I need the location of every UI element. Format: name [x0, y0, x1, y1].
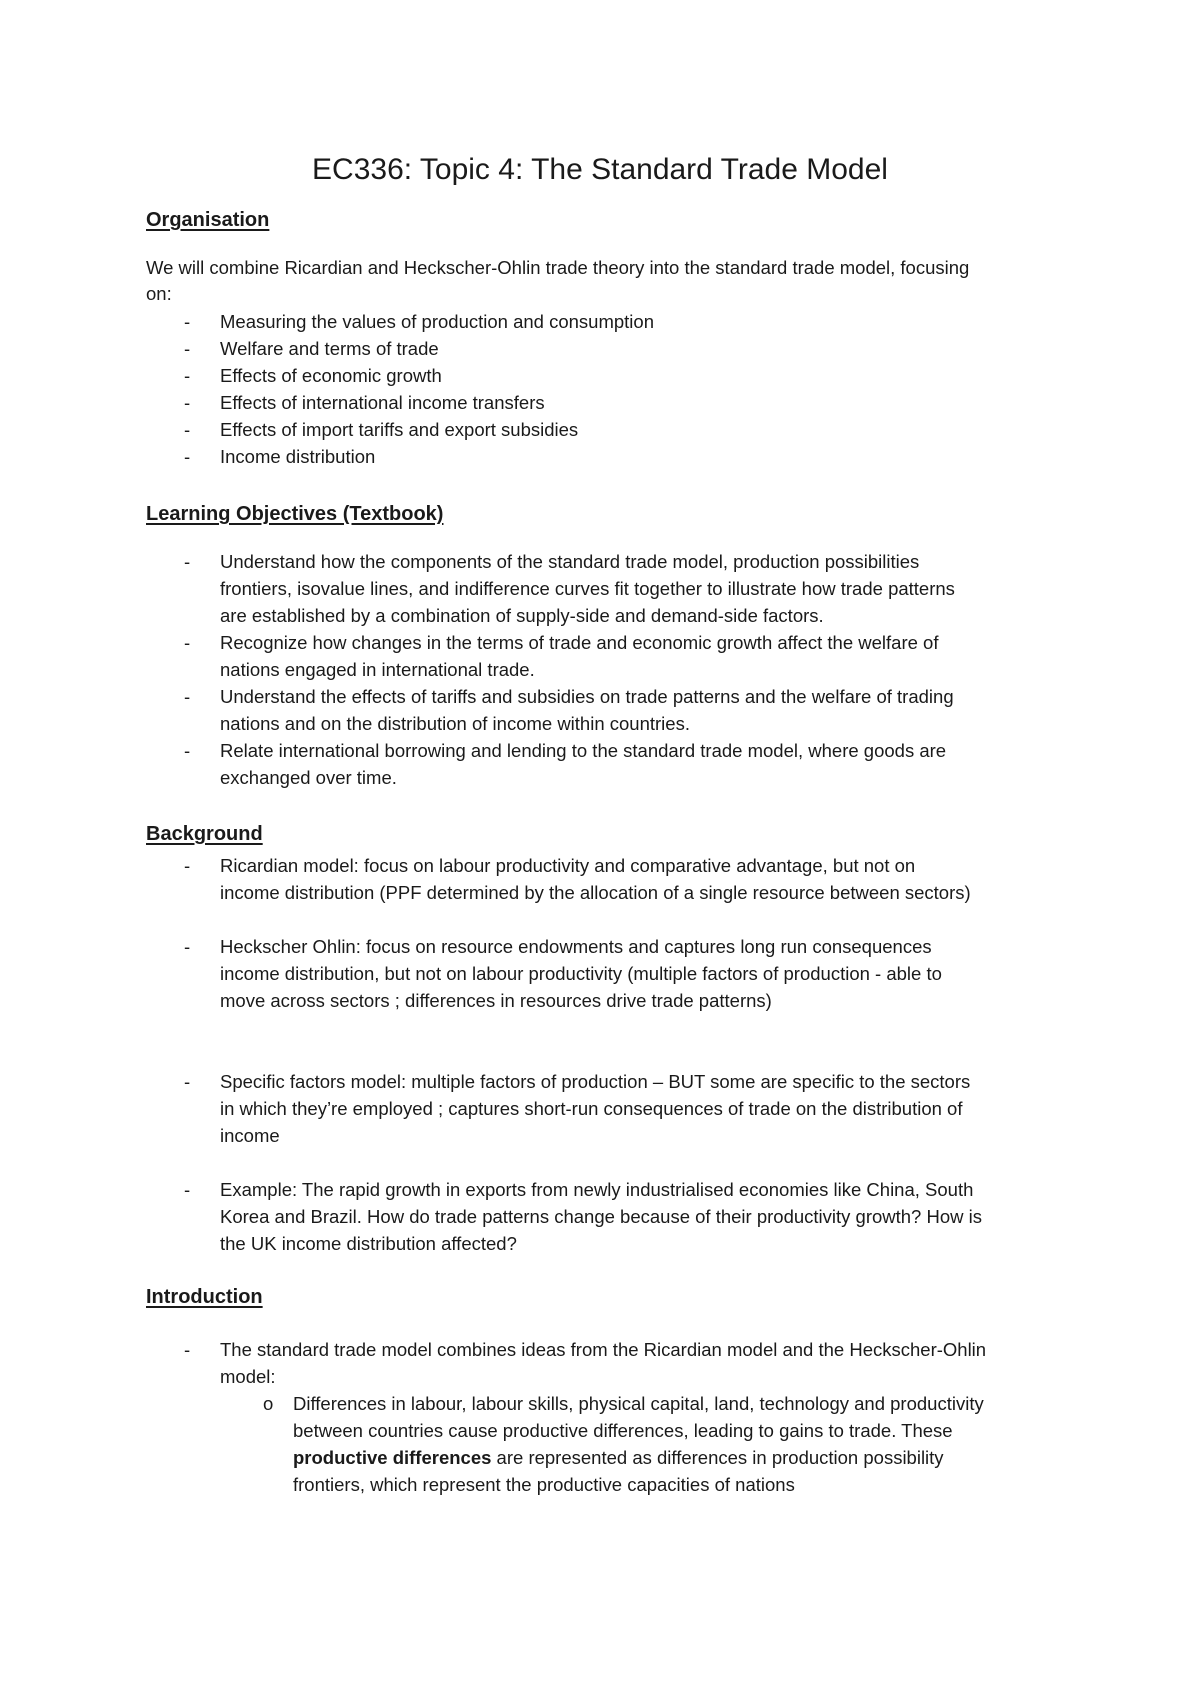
objective-line: exchanged over time. [220, 767, 397, 788]
page-title: EC336: Topic 4: The Standard Trade Model [312, 153, 888, 186]
background-line: Heckscher Ohlin: focus on resource endowments and captures long run consequences [220, 936, 932, 957]
introduction-sub-line [293, 1444, 944, 1472]
objective-line: Understand how the components of the standard trade model, production possibilities [220, 551, 920, 572]
organisation-item: Effects of international income transfers [220, 392, 545, 413]
list-dash: - [184, 446, 191, 467]
sub-bullet: o [263, 1393, 274, 1414]
list-dash: - [184, 1339, 191, 1360]
objective-line: nations engaged in international trade. [220, 659, 535, 680]
organisation-intro-line-1: We will combine Ricardian and Heckscher-Ohlin trade theory into the standard trade model, focusing [146, 257, 970, 278]
list-dash: - [184, 1071, 191, 1092]
objective-line: are established by a combination of supply-side and demand-side factors. [220, 605, 824, 626]
background-line: income distribution (PPF determined by the allocation of a single resource between sectors) [220, 882, 971, 903]
list-dash: - [184, 632, 191, 653]
list-dash: - [184, 392, 191, 413]
organisation-item: Effects of import tariffs and export subsidies [220, 419, 579, 440]
background-line: income distribution, but not on labour productivity (multiple factors of production - able to [220, 963, 942, 984]
introduction-line: model: [220, 1366, 276, 1387]
objective-line: nations and on the distribution of income within countries. [220, 713, 690, 734]
background-line: Example: The rapid growth in exports from newly industrialised economies like China, South [220, 1179, 974, 1200]
organisation-item: Effects of economic growth [220, 365, 442, 386]
list-dash: - [184, 338, 191, 359]
background-line: move across sectors ; differences in resources drive trade patterns) [220, 990, 772, 1011]
list-dash: - [184, 1179, 191, 1200]
objective-line: Understand the effects of tariffs and subsidies on trade patterns and the welfare of trading [220, 686, 954, 707]
introduction-sub-line: Differences in labour, labour skills, physical capital, land, technology and productivity [293, 1393, 984, 1414]
background-line: Korea and Brazil. How do trade patterns change because of their productivity growth? How is [220, 1206, 982, 1227]
list-dash: - [184, 686, 191, 707]
objective-line: frontiers, isovalue lines, and indifference curves fit together to illustrate how trade patterns [220, 578, 955, 599]
objective-line: Recognize how changes in the terms of trade and economic growth affect the welfare of [220, 632, 939, 653]
background-line: in which they’re employed ; captures short-run consequences of trade on the distribution of [220, 1098, 963, 1119]
background-line: the UK income distribution affected? [220, 1233, 517, 1254]
background-line: income [220, 1125, 280, 1146]
organisation-item: Measuring the values of production and consumption [220, 311, 654, 332]
heading-background: Background [146, 823, 263, 845]
list-dash: - [184, 855, 191, 876]
background-line: Ricardian model: focus on labour productivity and comparative advantage, but not on [220, 855, 916, 876]
list-dash: - [184, 740, 191, 761]
organisation-item: Income distribution [220, 446, 376, 467]
background-line: Specific factors model: multiple factors of production – BUT some are specific to the sectors [220, 1071, 971, 1092]
heading-organisation: Organisation [146, 209, 270, 231]
list-dash: - [184, 311, 191, 332]
heading-introduction: Introduction [146, 1286, 263, 1308]
organisation-item: Welfare and terms of trade [220, 338, 439, 359]
introduction-sub-line: between countries cause productive differences, leading to gains to trade. These [293, 1420, 953, 1441]
introduction-line: The standard trade model combines ideas from the Ricardian model and the Heckscher-Ohlin [220, 1339, 987, 1360]
bold-term: productive differences [293, 1447, 492, 1468]
list-dash: - [184, 365, 191, 386]
heading-learning-objectives: Learning Objectives (Textbook) [146, 503, 444, 525]
list-dash: - [184, 419, 191, 440]
objective-line: Relate international borrowing and lending to the standard trade model, where goods are [220, 740, 947, 761]
introduction-sub-line-rest: are represented as differences in production possibility [491, 1447, 944, 1468]
list-dash: - [184, 936, 191, 957]
organisation-intro-line-2: on: [146, 283, 172, 304]
introduction-sub-line: frontiers, which represent the productive capacities of nations [293, 1474, 795, 1495]
list-dash: - [184, 551, 191, 572]
